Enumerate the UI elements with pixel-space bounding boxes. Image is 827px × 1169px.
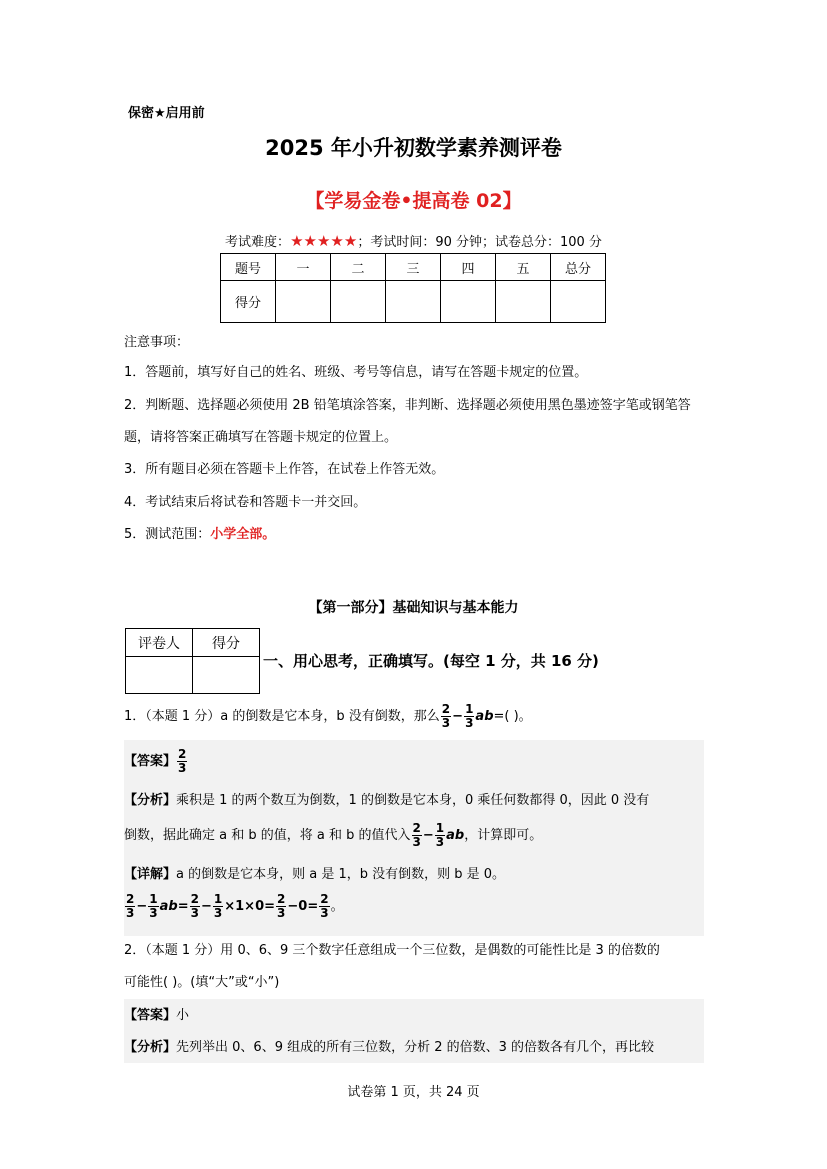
answer-line: 【答案】小 (124, 1008, 190, 1023)
detail-equation: $\frac{2}{3}$ − $\frac{1}{3}$ ab= $\frac{2}{3}$ − $\frac{1}{3}$ ×1×0= $\frac{2}{3}$ −0= $\frac{2}{3}$ 。 (126, 892, 344, 920)
difficulty-label: 考试难度： (225, 235, 291, 250)
scope-value: 小学全部。 (210, 527, 276, 542)
score-header: 五 (496, 254, 551, 281)
score-cell (331, 281, 386, 323)
fraction: $\frac{2}{3}$ (441, 702, 451, 730)
grader-cell (126, 657, 193, 694)
analysis-line: 【分析】先列举出 0、6、9 组成的所有三位数，分析 2 的倍数、3 的倍数各有几个，再比较 (124, 1040, 655, 1055)
fraction: $\frac{2}{3}$ (320, 892, 329, 920)
note-item: 3．所有题目必须在答题卡上作答，在试卷上作答无效。 (124, 462, 445, 477)
question-1-stem: 1．（本题 1 分）a 的倒数是它本身，b 没有倒数，那么 $\frac{2}{3}$ − $\frac{1}{3}$ ab=( )。 (124, 702, 532, 730)
exam-time-score: ；考试时间：90 分钟；试卷总分：100 分 (357, 235, 602, 250)
fraction: $\frac{2}{3}$ (126, 892, 135, 920)
score-table (220, 253, 606, 323)
exam-info (0, 231, 827, 250)
exam-title: 2025 年小升初数学素养测评卷 (265, 136, 562, 160)
detail-line: 【详解】a 的倒数是它本身，则 a 是 1，b 没有倒数，则 b 是 0。 (124, 867, 506, 882)
fraction: $\frac{1}{3}$ (149, 892, 158, 920)
analysis-line: 倒数，据此确定 a 和 b 的值，将 a 和 b 的值代入 $\frac{2}{3}$ − $\frac{1}{3}$ ab，计算即可。 (124, 821, 543, 849)
fraction: $\frac{1}{3}$ (435, 821, 445, 849)
fraction: $\frac{2}{3}$ (178, 747, 187, 775)
score-cell (441, 281, 496, 323)
fraction: $\frac{2}{3}$ (412, 821, 421, 849)
question-2-stem: 2．（本题 1 分）用 0、6、9 三个数字任意组成一个三位数，是偶数的可能性比是 3 的倍数的 (124, 943, 660, 958)
score-header: 题号 (221, 254, 276, 281)
grader-cell (193, 657, 260, 694)
note-item: 2．判断题、选择题必须使用 2B 铅笔填涂答案，非判断、选择题必须使用黑色墨迹签字笔或钢笔答题，请将答案正确填写在答题卡规定的位置上。 (124, 398, 691, 445)
note-item (124, 519, 704, 551)
score-row-label: 得分 (221, 281, 276, 323)
score-header: 总分 (551, 254, 606, 281)
scope-label: 5．测试范围： (124, 527, 211, 542)
part-title: 【第一部分】基础知识与基本能力 (308, 600, 519, 616)
fraction: $\frac{2}{3}$ (277, 892, 286, 920)
grader-header: 得分 (193, 629, 260, 657)
fraction: $\frac{1}{3}$ (213, 892, 223, 920)
score-cell (496, 281, 551, 323)
grader-table (125, 628, 260, 694)
notes-title: 注意事项： (124, 335, 190, 350)
score-cell (276, 281, 331, 323)
score-header: 四 (441, 254, 496, 281)
difficulty-stars: ★★★★★ (290, 232, 358, 250)
page-footer: 试卷第 1 页，共 24 页 (347, 1085, 480, 1100)
score-cell (551, 281, 606, 323)
note-item: 4．考试结束后将试卷和答题卡一并交回。 (124, 495, 367, 510)
score-cell (386, 281, 441, 323)
score-header: 三 (386, 254, 441, 281)
fraction: $\frac{2}{3}$ (190, 892, 199, 920)
note-item: 1．答题前，填写好自己的姓名、班级、考号等信息，请写在答题卡规定的位置。 (124, 365, 588, 380)
grader-header: 评卷人 (126, 629, 193, 657)
score-header: 二 (331, 254, 386, 281)
exam-subtitle: 【学易金卷•提高卷 02】 (305, 190, 522, 212)
analysis-line: 【分析】乘积是 1 的两个数互为倒数，1 的倒数是它本身，0 乘任何数都得 0，因此 0 没有 (124, 793, 650, 808)
answer-line: 【答案】 $\frac{2}{3}$ (124, 747, 187, 775)
question-2-stem-cont: 可能性( )。(填“大”或“小”) (124, 975, 280, 990)
section-title: 一、用心思考，正确填写。(每空 1 分，共 16 分) (263, 652, 599, 670)
score-header: 一 (276, 254, 331, 281)
fraction: $\frac{1}{3}$ (465, 702, 474, 730)
confidential-mark: 保密★启用前 (128, 106, 205, 121)
